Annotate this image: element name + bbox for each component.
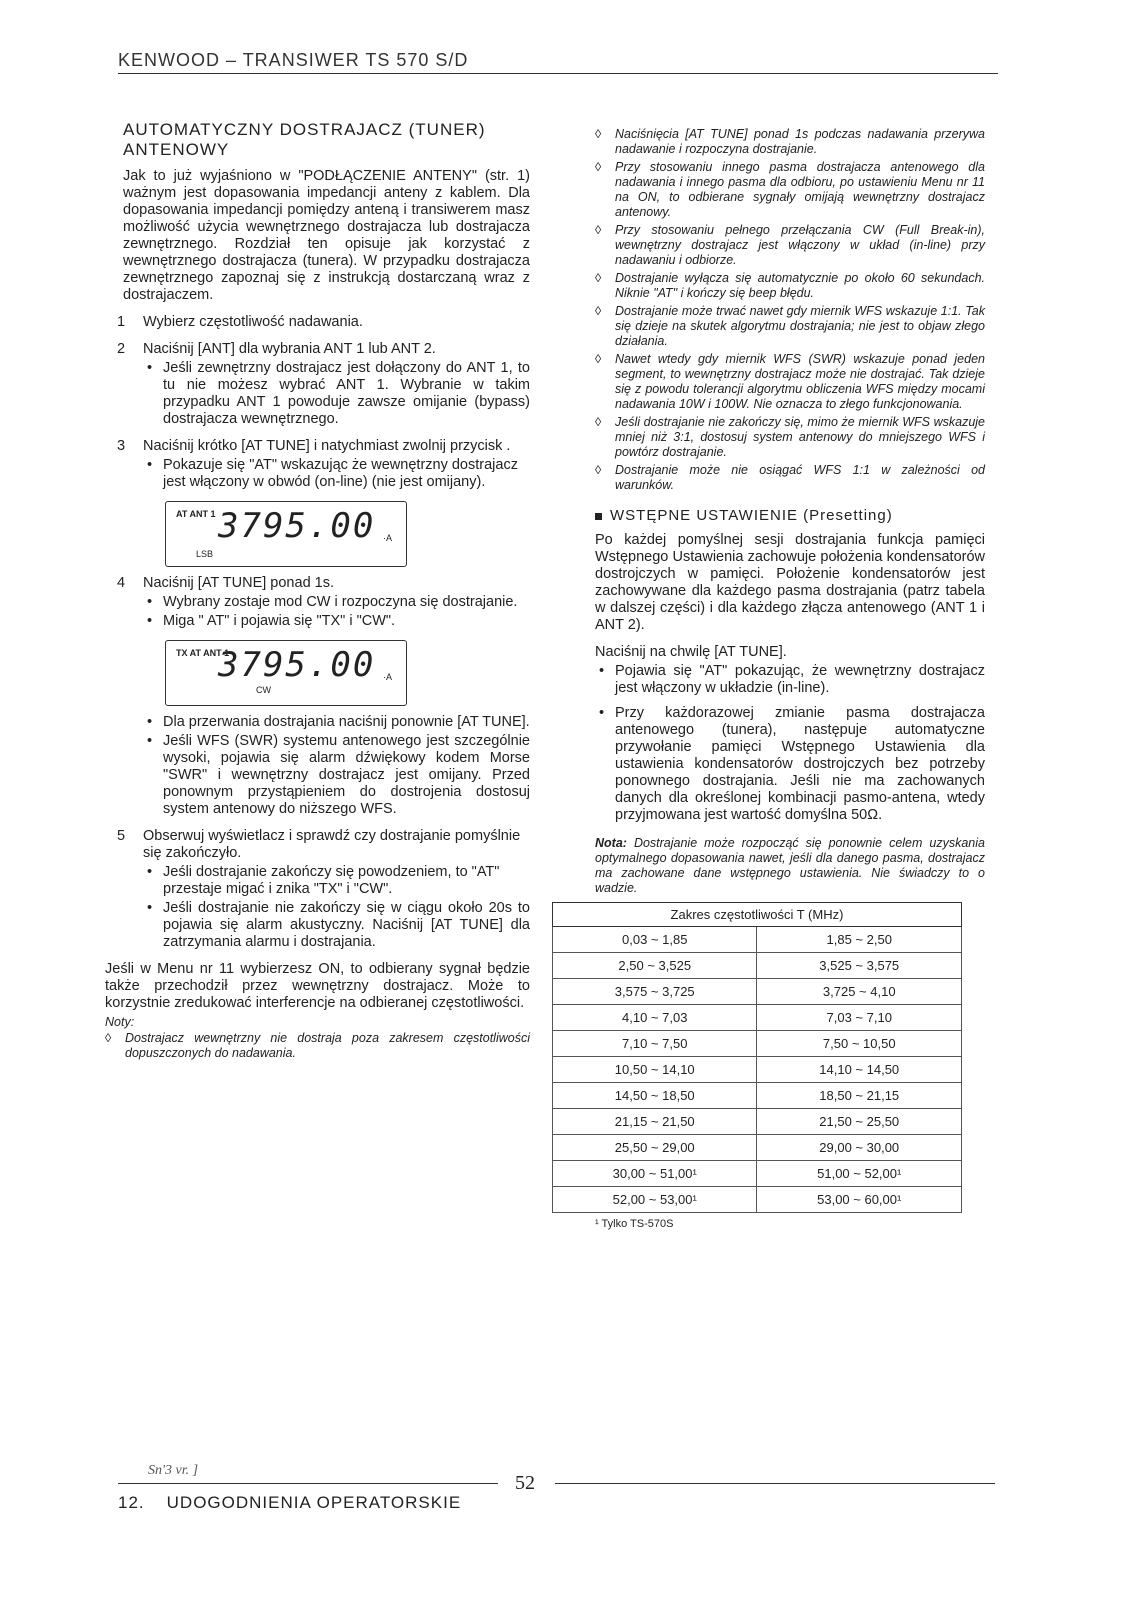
nota-label: Nota: [595, 836, 627, 850]
table-cell: 1,85 ~ 2,50 [757, 927, 962, 953]
table-cell: 29,00 ~ 30,00 [757, 1135, 962, 1161]
table-body [553, 927, 962, 1213]
step-5 [105, 828, 530, 951]
lcd-frequency: 3795.00 [218, 506, 376, 546]
step-bullet: • Dla przerwania dostrajania naciśnij ponownie [AT TUNE]. [143, 714, 530, 731]
handwritten-mark: Sn'3 vr. ] [148, 1463, 199, 1478]
table-row [553, 1083, 962, 1109]
note-item: ◊ Przy stosowaniu pełnego przełączania CW (Full Break-in), wewnętrzny dostrajacz jest włączony w układ (in-line) przy nadawaniu i odbiorze. [595, 223, 985, 268]
preset-paragraph: Po każdej pomyślnej sesji dostrajania funkcja pamięci Wstępnego Ustawienia zachowuje położenia kondensatorów dostrojczych w pamięci. Położenie kondensatorów jest zachowywane dla każdego pasma dostrajania (patrz tabela w dalszej części) i dla każdego złącza antenowego (ANT 1 i ANT 2). [595, 532, 985, 633]
frequency-table [552, 902, 962, 1213]
page-footer [118, 1493, 461, 1513]
step-bullet: • Wybrany zostaje mod CW i rozpoczyna się dostrajanie. [143, 594, 530, 611]
table-row [553, 927, 962, 953]
step-number: 3 [117, 438, 126, 454]
table-cell: 21,15 ~ 21,50 [553, 1109, 757, 1135]
lcd-mode: CW [256, 685, 271, 695]
lcd-sub-indicator: ·A [383, 672, 392, 682]
step-4-continued [105, 714, 530, 818]
lcd-frequency: 3795.00 [218, 645, 376, 685]
square-bullet-icon [595, 513, 602, 520]
lcd-display-2 [165, 640, 407, 706]
preset-bullet: • Przy każdorazowej zmianie pasma dostrajacza antenowego (tunera), następuje automatyczne przywołanie pamięci Wstępnego Ustawienia dla ustawienia kondensatorów dostrojczych bez potrzeby ponownego dostrajania. Jeśli nie ma zachowanych danych dla określonej kombinacji pasmo-antena, wtedy przyjmowana jest wartość domyślna 50Ω. [595, 705, 985, 824]
table-cell: 7,10 ~ 7,50 [553, 1031, 757, 1057]
lcd-indicators: AT ANT 1 [176, 509, 216, 519]
note-item: ◊ Jeśli dostrajanie nie zakończy się, mimo że miernik WFS wskazuje mniej niż 3:1, dostosuj system antenowy do mniejszego WFS i powtórz dostrajanie. [595, 415, 985, 460]
right-column [595, 127, 985, 1233]
table-row [553, 1135, 962, 1161]
lcd-sub-indicator: ·A [383, 533, 392, 543]
lcd-display-1 [165, 501, 407, 567]
press-instruction: Naciśnij na chwilę [AT TUNE]. [595, 644, 787, 660]
step-bullet: • Pokazuje się "AT" wskazując że wewnętrzny dostrajacz jest włączony w obwód (on-line) (nie jest omijany). [143, 457, 530, 491]
lcd-mode: LSB [196, 549, 214, 559]
section-heading: AUTOMATYCZNY DOSTRAJACZ (TUNER) ANTENOWY [123, 120, 486, 159]
table-cell: 0,03 ~ 1,85 [553, 927, 757, 953]
step-text: Obserwuj wyświetlacz i sprawdź czy dostrajanie pomyślnie się zakończyło. [143, 828, 521, 861]
table-row [553, 1109, 962, 1135]
preset-heading [595, 507, 985, 524]
table-cell: 30,00 ~ 51,00¹ [553, 1161, 757, 1187]
table-row [553, 1161, 962, 1187]
intro-paragraph: Jak to już wyjaśniono w "PODŁĄCZENIE ANTENY" (str. 1) ważnym jest dopasowania impedancji anteny z kablem. Dla dopasowania impedancji pomiędzy anteną i transiwerem masz możliwość użycia wewnętrznego dostrajacza lub dostrajacza zewnętrznego. Rozdział ten opisuje jak korzystać z wewnętrznego dostrajacza (tunera). W przypadku dostrajacza zewnętrznego zapoznaj się z instrukcją dostarczaną wraz z dostrajaczem. [123, 168, 530, 303]
step-text: Wybierz częstotliwość nadawania. [143, 314, 363, 330]
step-bullet: • Jeśli dostrajanie zakończy się powodzeniem, to "AT" przestaje migać i znika "TX" i "CW". [143, 864, 530, 898]
notes-list [595, 127, 985, 493]
table-cell: 25,50 ~ 29,00 [553, 1135, 757, 1161]
step-number: 5 [117, 828, 126, 844]
chapter-title: UDOGODNIENIA OPERATORSKIE [166, 1493, 462, 1512]
table-row [553, 1187, 962, 1213]
step-text: Naciśnij krótko [AT TUNE] i natychmiast zwolnij przycisk . [143, 438, 511, 454]
table-cell: 18,50 ~ 21,15 [757, 1083, 962, 1109]
table-footnote: ¹ Tylko TS-570S [595, 1218, 674, 1230]
table-row [553, 1005, 962, 1031]
notes-list [105, 1031, 530, 1061]
table-cell: 7,50 ~ 10,50 [757, 1031, 962, 1057]
step-4 [105, 575, 530, 630]
chapter-number: 12. [118, 1493, 145, 1512]
table-header: Zakres częstotliwości T (MHz) [553, 903, 962, 927]
step-2 [105, 341, 530, 428]
header-title: KENWOOD – TRANSIWER TS 570 S/D [118, 50, 469, 70]
note-item: ◊ Przy stosowaniu innego pasma dostrajacza antenowego dla nadawania i innego pasma dla odbioru, po ustawieniu Menu nr 11 na ON, to odbierane sygnały omijają wewnętrzny dostrajacz antenowy. [595, 160, 985, 220]
table-cell: 53,00 ~ 60,00¹ [757, 1187, 962, 1213]
step-number: 2 [117, 341, 126, 357]
table-row [553, 1031, 962, 1057]
table-cell: 7,03 ~ 7,10 [757, 1005, 962, 1031]
step-3 [105, 438, 530, 491]
note-item: ◊ Dostrajanie może trwać nawet gdy miernik WFS wskazuje 1:1. Tak się dzieje na skutek algorytmu dostrajania; nie jest to objaw złego działania. [595, 304, 985, 349]
preset-bullet: • Pojawia się "AT" pokazując, że wewnętrzny dostrajacz jest włączony w układzie (in-line). [595, 663, 985, 697]
menu-note-paragraph: Jeśli w Menu nr 11 wybierzesz ON, to odbierany sygnał będzie także przechodził przez wewnętrzny dostrajacz. Może to korzystnie zredukować interferencje na odbieranej częstotliwości. [105, 961, 530, 1011]
table-cell: 51,00 ~ 52,00¹ [757, 1161, 962, 1187]
table-row [553, 953, 962, 979]
step-bullet: • Jeśli WFS (SWR) systemu antenowego jest szczególnie wysoki, pojawia się alarm dźwiękowy kodem Morse "SWR" i wewnętrzny dostrajacz jest omijany. Przed ponownym przystąpieniem do dostrojenia dostosuj system antenowy do niższego WFS. [143, 733, 530, 818]
table-cell: 4,10 ~ 7,03 [553, 1005, 757, 1031]
table-cell: 3,525 ~ 3,575 [757, 953, 962, 979]
step-bullet: • Jeśli dostrajanie nie zakończy się w ciągu około 20s to pojawia się alarm akustyczny. Naciśnij [AT TUNE] dla zatrzymania alarmu i dostrajania. [143, 900, 530, 951]
notes-label: Noty: [105, 1015, 135, 1029]
step-bullet: • Jeśli zewnętrzny dostrajacz jest dołączony do ANT 1, to tu nie możesz wybrać ANT 1. Wybranie w takim przypadku ANT 1 powoduje zawsze omijanie (bypass) dostrajacza wewnętrznego. [143, 360, 530, 428]
footer-rule-right [555, 1483, 995, 1484]
footer-rule-left [118, 1483, 498, 1484]
page-number: 52 [515, 1472, 535, 1494]
page-header [118, 50, 998, 74]
table-cell: 3,575 ~ 3,725 [553, 979, 757, 1005]
note-item: ◊ Nawet wtedy gdy miernik WFS (SWR) wskazuje ponad jeden segment, to wewnętrzny dostrajacz może nie dostrajać. Tak dzieje się z powodu tolerancji algorytmu obliczenia WFS między mocami nadawania 10W i 100W. Nie oznacza to złego funkcjonowania. [595, 352, 985, 412]
nota-text: Dostrajanie może rozpocząć się ponownie celem uzyskania optymalnego dopasowania nawet, jeśli dla danego pasma, dostrajacz ma zachowane dane wstępnego ustawienia. Nie świadczy to o wadzie. [595, 836, 985, 895]
table-cell: 21,50 ~ 25,50 [757, 1109, 962, 1135]
note-item: ◊ Dostrajanie może nie osiągać WFS 1:1 w zależności od warunków. [595, 463, 985, 493]
table-cell: 14,50 ~ 18,50 [553, 1083, 757, 1109]
note-item: ◊ Dostrajacz wewnętrzny nie dostraja poza zakresem częstotliwości dopuszczonych do nadawania. [105, 1031, 530, 1061]
left-column [105, 120, 530, 1064]
note-item: ◊ Dostrajanie wyłącza się automatycznie po około 60 sekundach. Niknie "AT" i kończy się beep błędu. [595, 271, 985, 301]
table-cell: 52,00 ~ 53,00¹ [553, 1187, 757, 1213]
table-cell: 3,725 ~ 4,10 [757, 979, 962, 1005]
table-row [553, 1057, 962, 1083]
preset-heading-text: WSTĘPNE USTAWIENIE (Presetting) [610, 507, 893, 524]
step-text: Naciśnij [AT TUNE] ponad 1s. [143, 575, 334, 591]
step-bullet: • Miga " AT" i pojawia się "TX" i "CW". [143, 613, 530, 630]
table-cell: 10,50 ~ 14,10 [553, 1057, 757, 1083]
step-number: 1 [117, 314, 126, 330]
note-item: ◊ Naciśnięcia [AT TUNE] ponad 1s podczas nadawania przerywa nadawanie i rozpoczyna dostrajanie. [595, 127, 985, 157]
table-cell: 14,10 ~ 14,50 [757, 1057, 962, 1083]
lcd-indicators: TX AT ANT 1 [176, 648, 230, 658]
step-text: Naciśnij [ANT] dla wybrania ANT 1 lub ANT 2. [143, 341, 436, 357]
table-cell: 2,50 ~ 3,525 [553, 953, 757, 979]
nota-paragraph [595, 836, 985, 896]
step-1 [105, 314, 530, 331]
table-row [553, 979, 962, 1005]
step-number: 4 [117, 575, 126, 591]
